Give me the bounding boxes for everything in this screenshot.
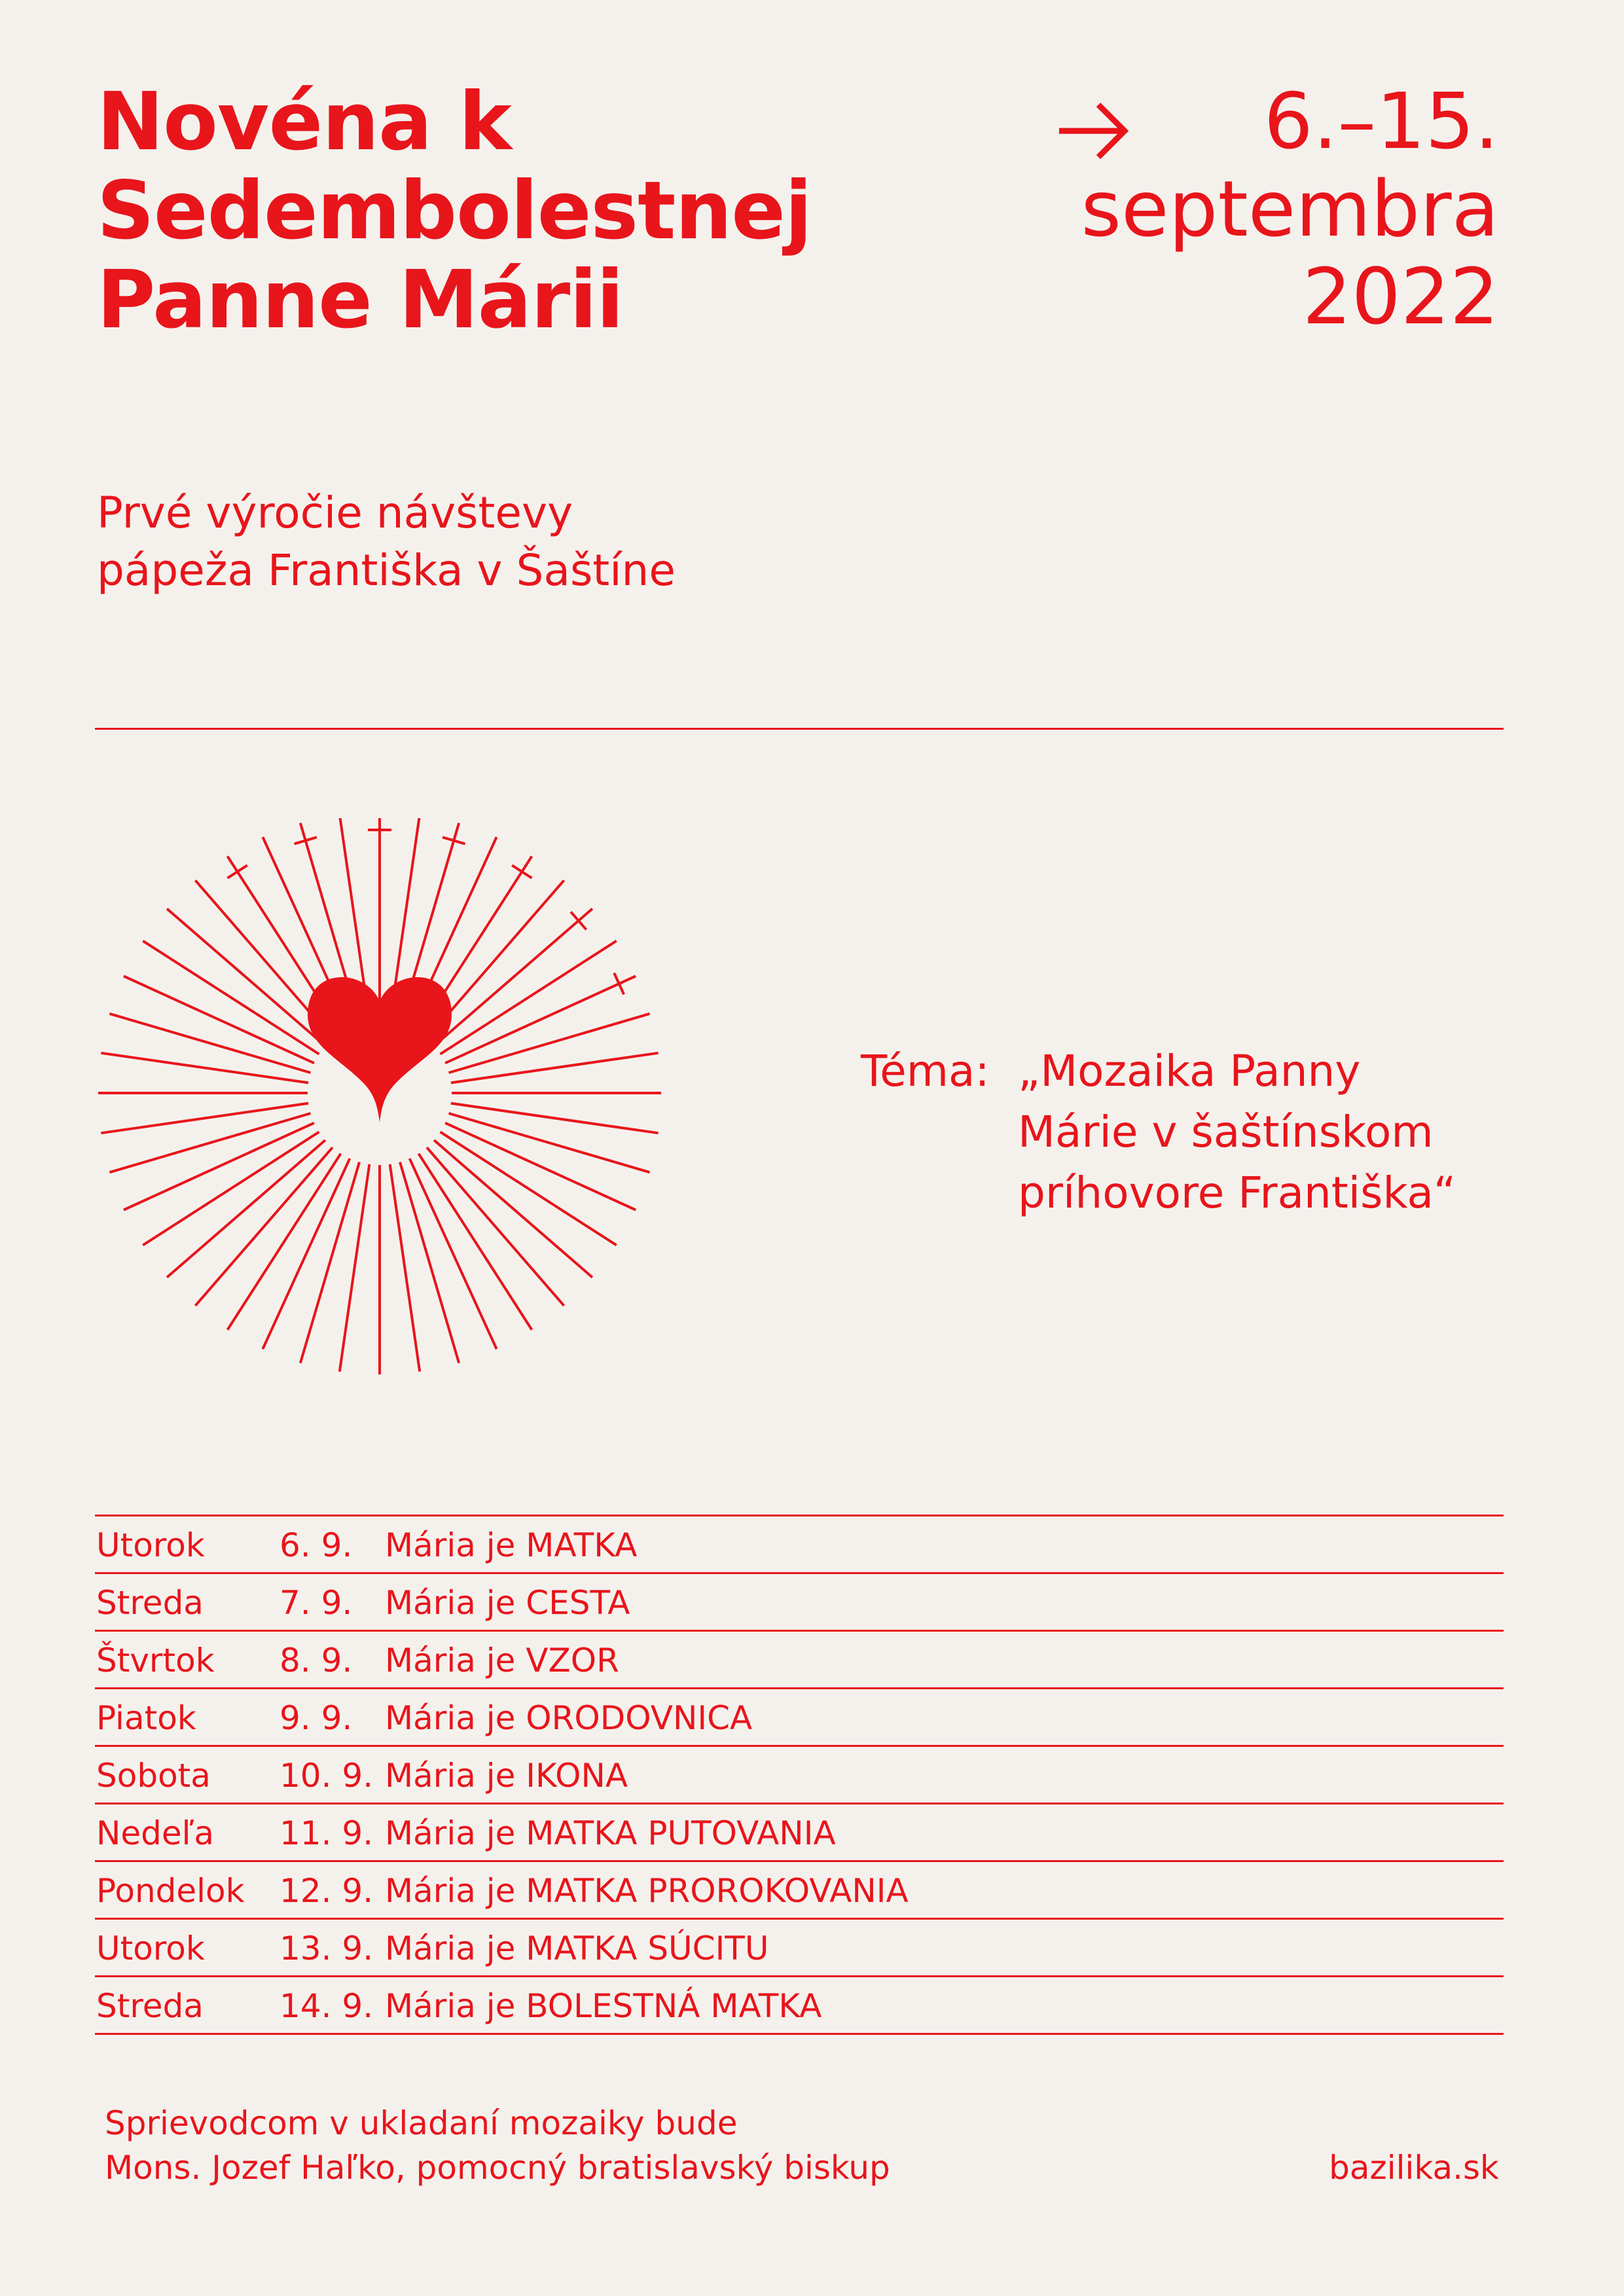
table-row <box>95 1804 1504 1862</box>
row-date: 13. 9. <box>280 1929 374 1967</box>
ray-line <box>340 1164 370 1372</box>
subtitle-line: Prvé výročie návštevy <box>97 488 573 538</box>
table-row <box>95 1977 1504 2035</box>
title-line: Novéna k <box>97 75 511 168</box>
row-description: Mária je MATKA PUTOVANIA <box>385 1814 836 1852</box>
cross-bar <box>614 973 624 995</box>
row-date: 6. 9. <box>280 1526 353 1564</box>
ray-line <box>434 908 592 1046</box>
row-day: Piatok <box>96 1699 196 1737</box>
theme-line: príhovore Františka“ <box>1018 1168 1456 1218</box>
row-description: Mária je IKONA <box>385 1757 628 1795</box>
footer-line: Mons. Jozef Haľko, pomocný bratislavský biskup <box>105 2149 890 2187</box>
row-date: 8. 9. <box>280 1641 353 1679</box>
theme-line: Márie v šaštínskom <box>1018 1107 1434 1157</box>
footer-line: Sprievodcom v ukladaní mozaiky bude <box>105 2104 738 2142</box>
row-date: 12. 9. <box>280 1872 374 1910</box>
table-row <box>95 1747 1504 1804</box>
website-link[interactable]: bazilika.sk <box>1329 2149 1499 2187</box>
row-day: Utorok <box>96 1929 205 1967</box>
row-date: 11. 9. <box>280 1814 374 1852</box>
ray-line <box>109 1113 310 1172</box>
table-row <box>95 1516 1504 1574</box>
ray-line <box>427 1147 564 1306</box>
ray-line <box>400 1162 459 1363</box>
ray-line <box>449 1014 650 1073</box>
ray-line <box>195 1147 333 1306</box>
ray-line <box>300 1162 359 1363</box>
row-description: Mária je MATKA PROROKOVANIA <box>385 1872 909 1910</box>
ray-line <box>101 1053 308 1083</box>
divider <box>95 728 1504 730</box>
ray-line <box>449 1113 650 1172</box>
event-dates <box>1081 77 1499 340</box>
row-day: Štvrtok <box>96 1641 215 1679</box>
footer-note <box>105 2101 890 2190</box>
row-day: Sobota <box>96 1757 211 1795</box>
title-line: Sedembolestnej <box>97 164 812 257</box>
row-date: 9. 9. <box>280 1699 353 1737</box>
ray-line <box>451 1053 659 1083</box>
title-line: Panne Márii <box>97 253 623 346</box>
theme-line: „Mozaika Panny <box>1018 1046 1361 1096</box>
row-description: Mária je VZOR <box>385 1641 619 1679</box>
row-day: Streda <box>96 1987 204 2025</box>
ray-line <box>451 1103 659 1134</box>
theme-text <box>1018 1041 1456 1223</box>
table-row <box>95 1574 1504 1632</box>
subtitle-line: pápeža Františka v Šaštíne <box>97 545 676 596</box>
subtitle <box>97 484 676 600</box>
radiant-heart-icon <box>92 818 668 1394</box>
row-description: Mária je MATKA SÚCITU <box>385 1929 769 1967</box>
ray-line <box>167 908 325 1046</box>
theme-block <box>861 1041 1456 1223</box>
ray-line <box>109 1014 310 1073</box>
date-line: 6.–15. <box>1263 76 1499 166</box>
table-row <box>95 1862 1504 1920</box>
row-description: Mária je MATKA <box>385 1526 638 1564</box>
row-date: 14. 9. <box>280 1987 374 2025</box>
theme-label: Téma: <box>861 1046 990 1096</box>
ray-line <box>434 1140 592 1278</box>
date-line: 2022 <box>1302 251 1499 342</box>
cross-bar <box>512 865 532 878</box>
table-row <box>95 1689 1504 1747</box>
schedule-table <box>95 1515 1504 2035</box>
row-description: Mária je ORODOVNICA <box>385 1699 753 1737</box>
row-description: Mária je CESTA <box>385 1584 630 1622</box>
date-line: septembra <box>1081 164 1499 254</box>
table-row <box>95 1920 1504 1977</box>
row-day: Nedeľa <box>96 1814 215 1852</box>
row-day: Pondelok <box>96 1872 245 1910</box>
ray-line <box>101 1103 308 1134</box>
cross-bar <box>228 865 247 878</box>
row-date: 7. 9. <box>280 1584 353 1622</box>
ray-line <box>167 1140 325 1278</box>
row-description: Mária je BOLESTNÁ MATKA <box>385 1987 822 2025</box>
table-row <box>95 1632 1504 1689</box>
row-day: Utorok <box>96 1526 205 1564</box>
page-title <box>97 77 812 344</box>
ray-line <box>390 1164 420 1372</box>
row-date: 10. 9. <box>280 1757 374 1795</box>
row-day: Streda <box>96 1584 204 1622</box>
